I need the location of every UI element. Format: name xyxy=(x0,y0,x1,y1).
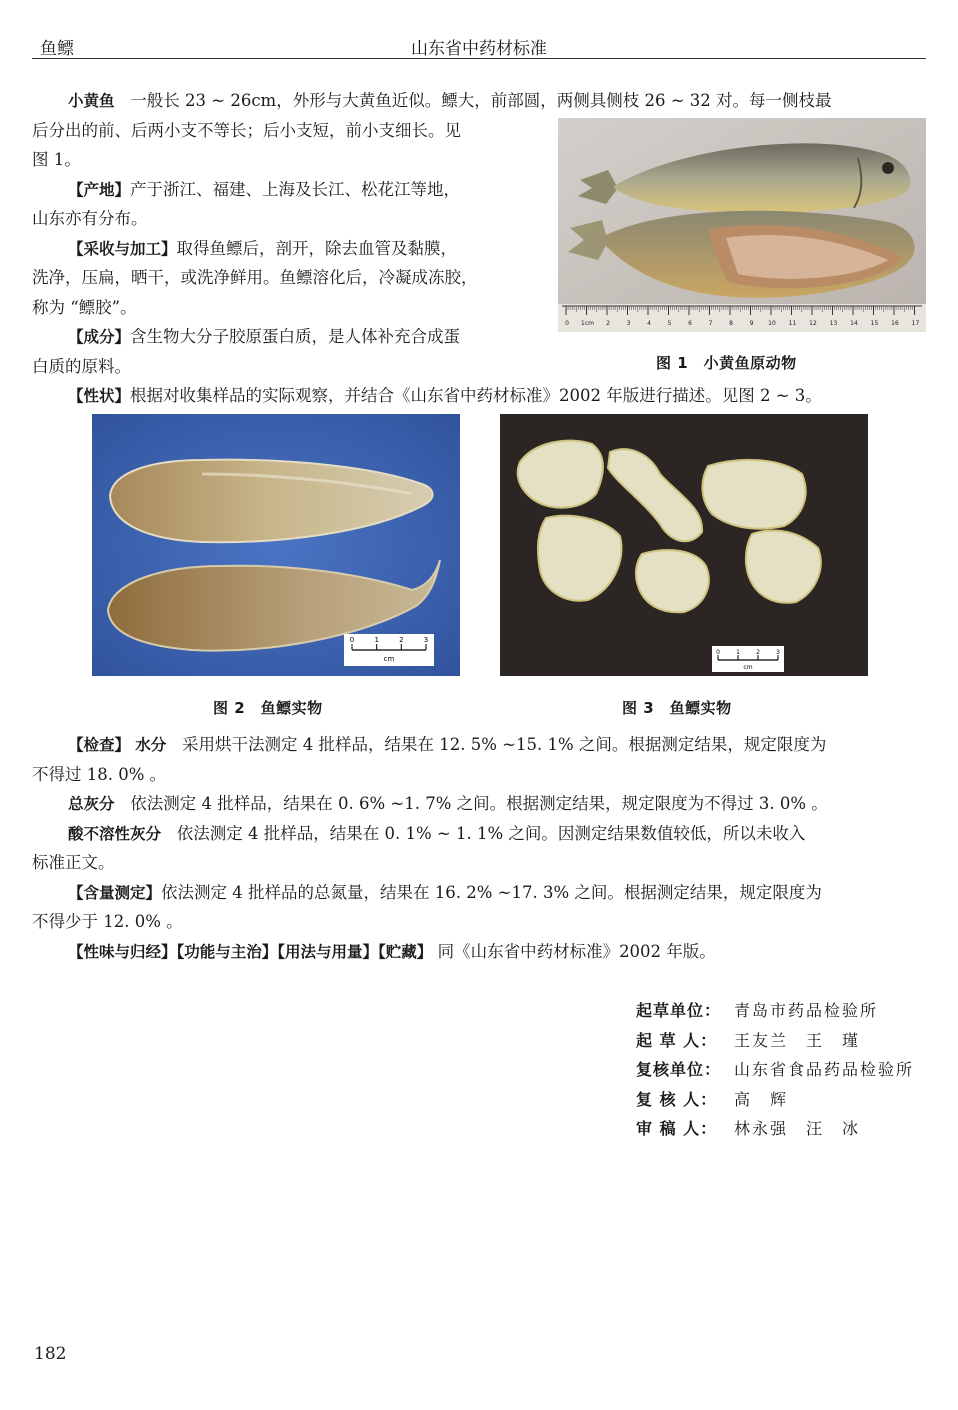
others-text: 同《山东省中药材标准》2002 年版。 xyxy=(437,941,716,961)
origin-text-2: 山东亦有分布。 xyxy=(32,209,148,228)
composition-text-2: 白质的原料。 xyxy=(32,356,131,376)
processing-line3 xyxy=(32,293,550,323)
signature-value: 林永强 汪 冰 xyxy=(734,1119,861,1139)
signature-label: 复核单位： xyxy=(636,1060,722,1080)
signature-value: 青岛市药品检验所 xyxy=(734,1001,879,1020)
intro-text-3: 图 1。 xyxy=(32,150,81,169)
processing-text-1: 取得鱼鳔后，剖开，除去血管及黏膜， xyxy=(176,238,458,258)
ash-text: 依法测定 4 批样品，结果在 0. 6% ~1. 7% 之间。根据测定结果，规定限度为不得过 3. 0% 。 xyxy=(130,794,828,813)
processing-paragraph xyxy=(68,234,550,265)
acid-text-1: 依法测定 4 批样品，结果在 0. 1% ~ 1. 1% 之间。因测定结果数值较低，所以未收入 xyxy=(176,823,806,843)
figure-2-photo xyxy=(92,414,460,676)
signature-row xyxy=(636,1114,914,1144)
swim-bladder-illustration-2 xyxy=(92,414,460,676)
inspection-ash-line xyxy=(68,789,926,820)
inspection-water-line1 xyxy=(68,730,926,761)
composition-text-1: 含生物大分子胶原蛋白质，是人体补充合成蛋 xyxy=(130,327,461,346)
others-label-3: 【用法与用量】 xyxy=(277,942,379,961)
intro-line3 xyxy=(32,145,550,175)
running-header-title: 山东省中药材标准 xyxy=(411,39,547,59)
signature-value: 山东省食品药品检验所 xyxy=(734,1060,915,1080)
fig3-scale-3: 3 xyxy=(776,649,780,656)
others-label-4: 【贮藏】 xyxy=(378,942,433,961)
figure-1-photo xyxy=(558,118,926,332)
ruler-label: 2 xyxy=(606,320,610,327)
processing-line2 xyxy=(32,263,550,293)
running-header-left: 鱼鳔 xyxy=(40,39,74,59)
processing-text-2: 洗净，压扁，晒干，或洗净鲜用。鱼鳔溶化后，冷凝成冻胶， xyxy=(32,268,478,287)
ruler-label: 16 xyxy=(891,320,899,327)
origin-label: 【产地】 xyxy=(68,180,131,199)
figure-2-caption: 图 2 鱼鳔实物 xyxy=(213,699,323,717)
fig2-scale-3: 3 xyxy=(423,636,429,644)
signature-label: 起草单位： xyxy=(636,1001,722,1020)
signature-value: 王友兰 王 瑾 xyxy=(734,1030,861,1050)
yellow-croaker-illustration xyxy=(558,118,926,332)
ruler-label: 0 xyxy=(565,320,569,327)
origin-text-1: 产于浙江、福建、上海及长江、松花江等地， xyxy=(130,179,461,199)
ruler-label: 1cm xyxy=(581,320,594,327)
ruler-label: 7 xyxy=(708,320,713,327)
composition-label: 【成分】 xyxy=(68,328,131,346)
signature-row xyxy=(636,1085,914,1115)
ruler-label: 5 xyxy=(667,320,672,327)
signature-value: 高 辉 xyxy=(734,1089,789,1109)
ruler-label: 9 xyxy=(749,320,754,327)
intro-label: 小黄鱼 xyxy=(68,92,115,110)
signature-label: 起 草 人： xyxy=(636,1030,718,1050)
assay-line1 xyxy=(68,878,926,909)
acid-label: 酸不溶性灰分 xyxy=(68,824,162,843)
ruler-label: 3 xyxy=(626,320,631,327)
fig2-scale-unit: cm xyxy=(383,655,395,663)
ruler-label: 8 xyxy=(729,320,733,327)
water-text-2: 不得过 18. 0% 。 xyxy=(32,764,167,784)
others-label-1: 【性味与归经】 xyxy=(68,942,177,961)
inspection-water-line2 xyxy=(32,760,926,790)
fig2-scale-1: 1 xyxy=(374,636,379,644)
processing-label: 【采收与加工】 xyxy=(68,239,177,258)
fig3-scale-0: 0 xyxy=(716,649,720,656)
properties-text: 根据对收集样品的实际观察，并结合《山东省中药材标准》2002 年版进行描述。见图 2 ~ 3。 xyxy=(130,386,822,405)
assay-text-1: 依法测定 4 批样品的总氮量，结果在 16. 2% ~17. 3% 之间。根据测定结果，规定限度为 xyxy=(161,882,822,902)
intro-line2 xyxy=(32,116,550,146)
others-line xyxy=(68,937,926,968)
inspection-acid-line2 xyxy=(32,848,926,878)
properties-label: 【性状】 xyxy=(68,387,131,405)
origin-paragraph xyxy=(68,175,550,206)
properties-paragraph xyxy=(68,381,926,412)
swim-bladder-illustration-3 xyxy=(500,414,868,676)
signature-block xyxy=(636,996,914,1144)
water-text-1: 采用烘干法测定 4 批样品，结果在 12. 5% ~15. 1% 之间。根据测定结果，规定限度为 xyxy=(182,735,827,754)
signature-label: 审 稿 人： xyxy=(636,1119,718,1139)
fig3-scale-unit: cm xyxy=(743,664,753,671)
page-number: 182 xyxy=(34,1344,67,1364)
others-label-2: 【功能与主治】 xyxy=(176,942,278,961)
signature-row xyxy=(636,1026,914,1056)
header-rule xyxy=(32,58,926,59)
ruler-label: 10 xyxy=(768,320,776,327)
signature-label: 复 核 人： xyxy=(636,1089,718,1109)
ruler-label: 12 xyxy=(809,320,817,327)
figure-1-caption: 图 1 小黄鱼原动物 xyxy=(656,354,797,372)
acid-text-2: 标准正文。 xyxy=(32,853,115,872)
fig3-scale-1: 1 xyxy=(736,649,740,656)
figure-3-caption: 图 3 鱼鳔实物 xyxy=(622,699,732,717)
inspection-acid-line1 xyxy=(68,819,926,850)
water-label: 水分 xyxy=(135,736,167,754)
ruler-label: 15 xyxy=(870,320,879,327)
processing-text-3: 称为 “鳔胶”。 xyxy=(32,297,137,317)
signature-row xyxy=(636,1055,914,1085)
figure-3-photo xyxy=(500,414,868,676)
assay-label: 【含量测定】 xyxy=(68,883,162,902)
ruler-label: 17 xyxy=(911,320,920,327)
ash-label: 总灰分 xyxy=(68,795,115,813)
origin-line2 xyxy=(32,204,550,234)
ruler-label: 6 xyxy=(688,320,692,327)
fig3-scale-2: 2 xyxy=(756,649,760,656)
fig2-scale-0: 0 xyxy=(349,636,355,644)
intro-text-1: 一般长 23 ~ 26cm，外形与大黄鱼近似。鳔大，前部圆，两侧具侧枝 26 ~ 32 对。每一侧枝最 xyxy=(130,91,832,110)
intro-text-2: 后分出的前、后两小支不等长；后小支短，前小支细长。见 xyxy=(32,120,461,140)
assay-text-2: 不得少于 12. 0% 。 xyxy=(32,912,183,931)
ruler-label: 13 xyxy=(829,320,838,327)
composition-paragraph xyxy=(68,322,550,353)
ruler-label: 11 xyxy=(788,320,797,327)
fig2-scale-2: 2 xyxy=(399,636,404,644)
intro-line1 xyxy=(68,86,926,117)
signature-row xyxy=(636,996,914,1026)
ruler-label: 14 xyxy=(850,320,858,327)
ruler-label: 4 xyxy=(647,320,651,327)
composition-line2 xyxy=(32,352,550,382)
inspection-label: 【检查】 xyxy=(68,736,131,754)
assay-line2 xyxy=(32,907,926,937)
